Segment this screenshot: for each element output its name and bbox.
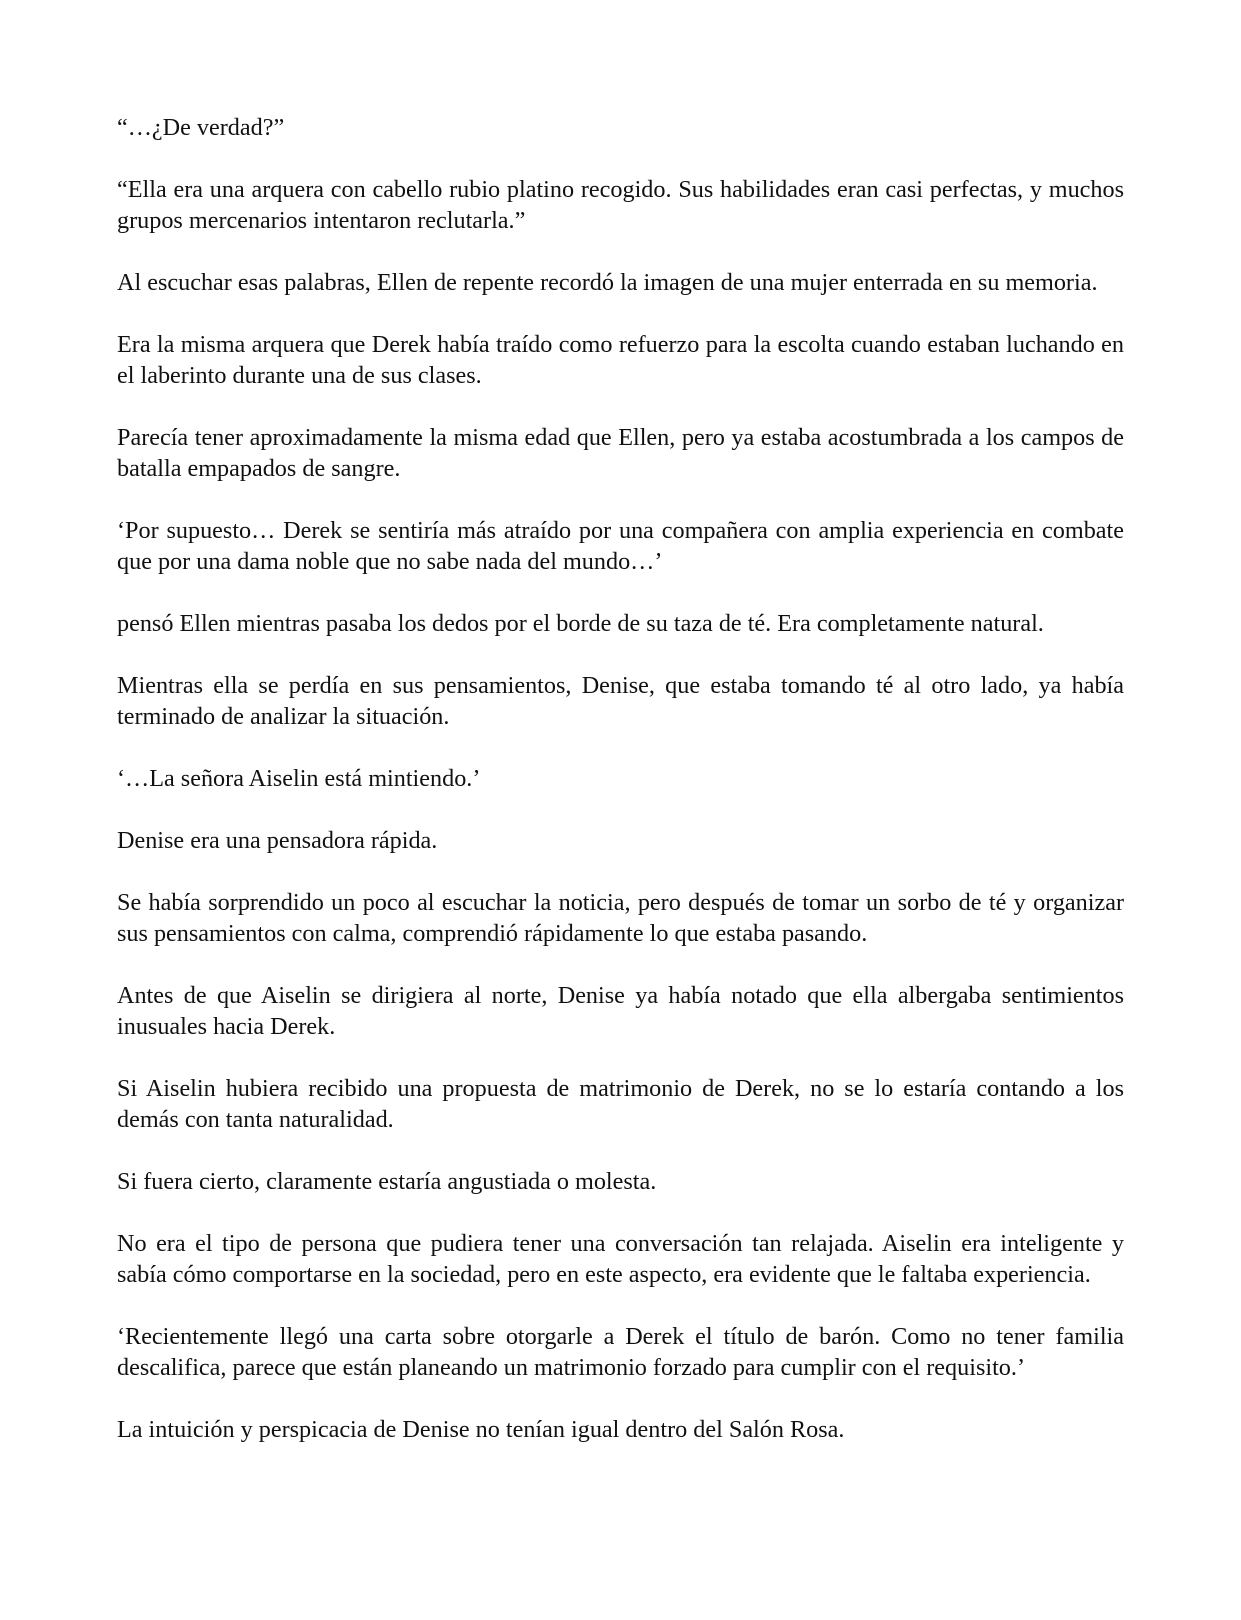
paragraph-10: Denise era una pensadora rápida. [117,827,438,854]
paragraph-16: ‘Recientemente llegó una carta sobre otorgarle a Derek el título de barón. Como no tener familia descalifica, parece que están planeando un matrimonio forzado para cumplir con el requisito.’ [117,1323,1124,1381]
paragraph-15: No era el tipo de persona que pudiera tener una conversación tan relajada. Aiselin era inteligente y sabía cómo comportarse en la sociedad, pero en este aspecto, era evidente que le faltaba experiencia. [117,1230,1124,1288]
paragraph-6: ‘Por supuesto… Derek se sentiría más atraído por una compañera con amplia experiencia en combate que por una dama noble que no sabe nada del mundo…’ [117,517,1124,575]
paragraph-9: ‘…La señora Aiselin está mintiendo.’ [117,765,481,792]
paragraph-17: La intuición y perspicacia de Denise no tenían igual dentro del Salón Rosa. [117,1416,845,1443]
paragraph-13: Si Aiselin hubiera recibido una propuesta de matrimonio de Derek, no se lo estaría contando a los demás con tanta naturalidad. [117,1075,1124,1133]
paragraph-3: Al escuchar esas palabras, Ellen de repente recordó la imagen de una mujer enterrada en su memoria. [117,269,1098,296]
paragraph-8: Mientras ella se perdía en sus pensamientos, Denise, que estaba tomando té al otro lado, ya había terminado de analizar la situación. [117,672,1124,730]
paragraph-14: Si fuera cierto, claramente estaría angustiada o molesta. [117,1168,657,1195]
paragraph-2: “Ella era una arquera con cabello rubio platino recogido. Sus habilidades eran casi perfectas, y muchos grupos mercenarios intentaron reclutarla.” [117,176,1124,234]
paragraph-1: “…¿De verdad?” [117,114,285,141]
paragraph-7: pensó Ellen mientras pasaba los dedos por el borde de su taza de té. Era completamente natural. [117,610,1044,637]
paragraph-11: Se había sorprendido un poco al escuchar la noticia, pero después de tomar un sorbo de té y organizar sus pensamientos con calma, comprendió rápidamente lo que estaba pasando. [117,889,1124,947]
paragraph-12: Antes de que Aiselin se dirigiera al norte, Denise ya había notado que ella albergaba sentimientos inusuales hacia Derek. [117,982,1124,1040]
paragraph-5: Parecía tener aproximadamente la misma edad que Ellen, pero ya estaba acostumbrada a los campos de batalla empapados de sangre. [117,424,1124,482]
paragraph-4: Era la misma arquera que Derek había traído como refuerzo para la escolta cuando estaban luchando en el laberinto durante una de sus clases. [117,331,1124,389]
